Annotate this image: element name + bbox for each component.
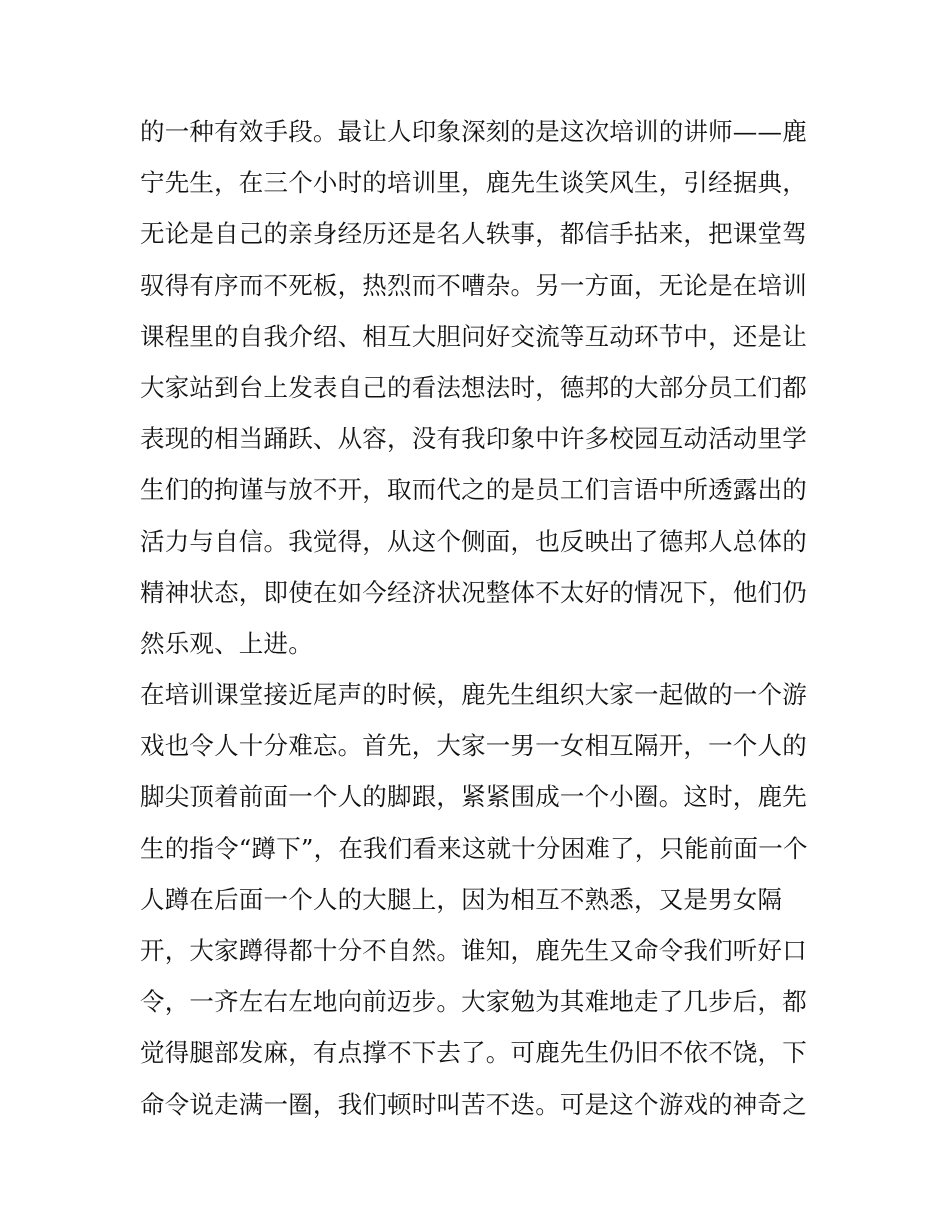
text-line-5: 课程里的自我介绍、相互大胆问好交流等互动环节中，还是让 (140, 321, 807, 351)
text-line-15: 生的指令“蹲下”，在我们看来这就十分困难了，只能前面一个 (140, 833, 808, 863)
text-line-2: 宁先生，在三个小时的培训里，鹿先生谈笑风生，引经据典， (140, 168, 807, 198)
text-line-12: 在培训课堂接近尾声的时候，鹿先生组织大家一起做的一个游 (140, 680, 807, 710)
text-line-4: 驭得有序而不死板，热烈而不嘈杂。另一方面，无论是在培训 (140, 270, 807, 300)
text-line-6: 大家站到台上发表自己的看法想法时，德邦的大部分员工们都 (140, 372, 807, 402)
text-line-19: 觉得腿部发麻，有点撑不下去了。可鹿先生仍旧不依不饶，下 (140, 1038, 807, 1068)
text-line-14: 脚尖顶着前面一个人的脚跟，紧紧围成一个小圈。这时，鹿先 (140, 782, 807, 812)
text-line-8: 生们的拘谨与放不开，取而代之的是员工们言语中所透露出的 (140, 475, 807, 505)
text-line-11: 然乐观、上进。 (140, 628, 313, 658)
text-line-20: 命令说走满一圈，我们顿时叫苦不迭。可是这个游戏的神奇之 (140, 1089, 807, 1119)
text-line-1: 的一种有效手段。最让人印象深刻的是这次培训的讲师——鹿 (140, 117, 807, 146)
text-line-16: 人蹲在后面一个人的大腿上，因为相互不熟悉，又是男女隔 (140, 884, 783, 914)
text-line-7: 表现的相当踊跃、从容，没有我印象中许多校园互动活动里学 (140, 424, 807, 454)
body-text (140, 106, 820, 1130)
text-line-10: 精神状态，即使在如今经济状况整体不太好的情况下，他们仍 (140, 577, 807, 607)
text-line-3: 无论是自己的亲身经历还是名人轶事，都信手拈来，把课堂驾 (140, 219, 807, 249)
text-line-9: 活力与自信。我觉得，从这个侧面，也反映出了德邦人总体的 (140, 526, 807, 556)
text-line-17: 开，大家蹲得都十分不自然。谁知，鹿先生又命令我们听好口 (140, 936, 807, 965)
text-line-13: 戏也令人十分难忘。首先，大家一男一女相互隔开，一个人的 (140, 731, 807, 761)
text-line-18: 令，一齐左右左地向前迈步。大家勉为其难地走了几步后，都 (140, 987, 807, 1017)
